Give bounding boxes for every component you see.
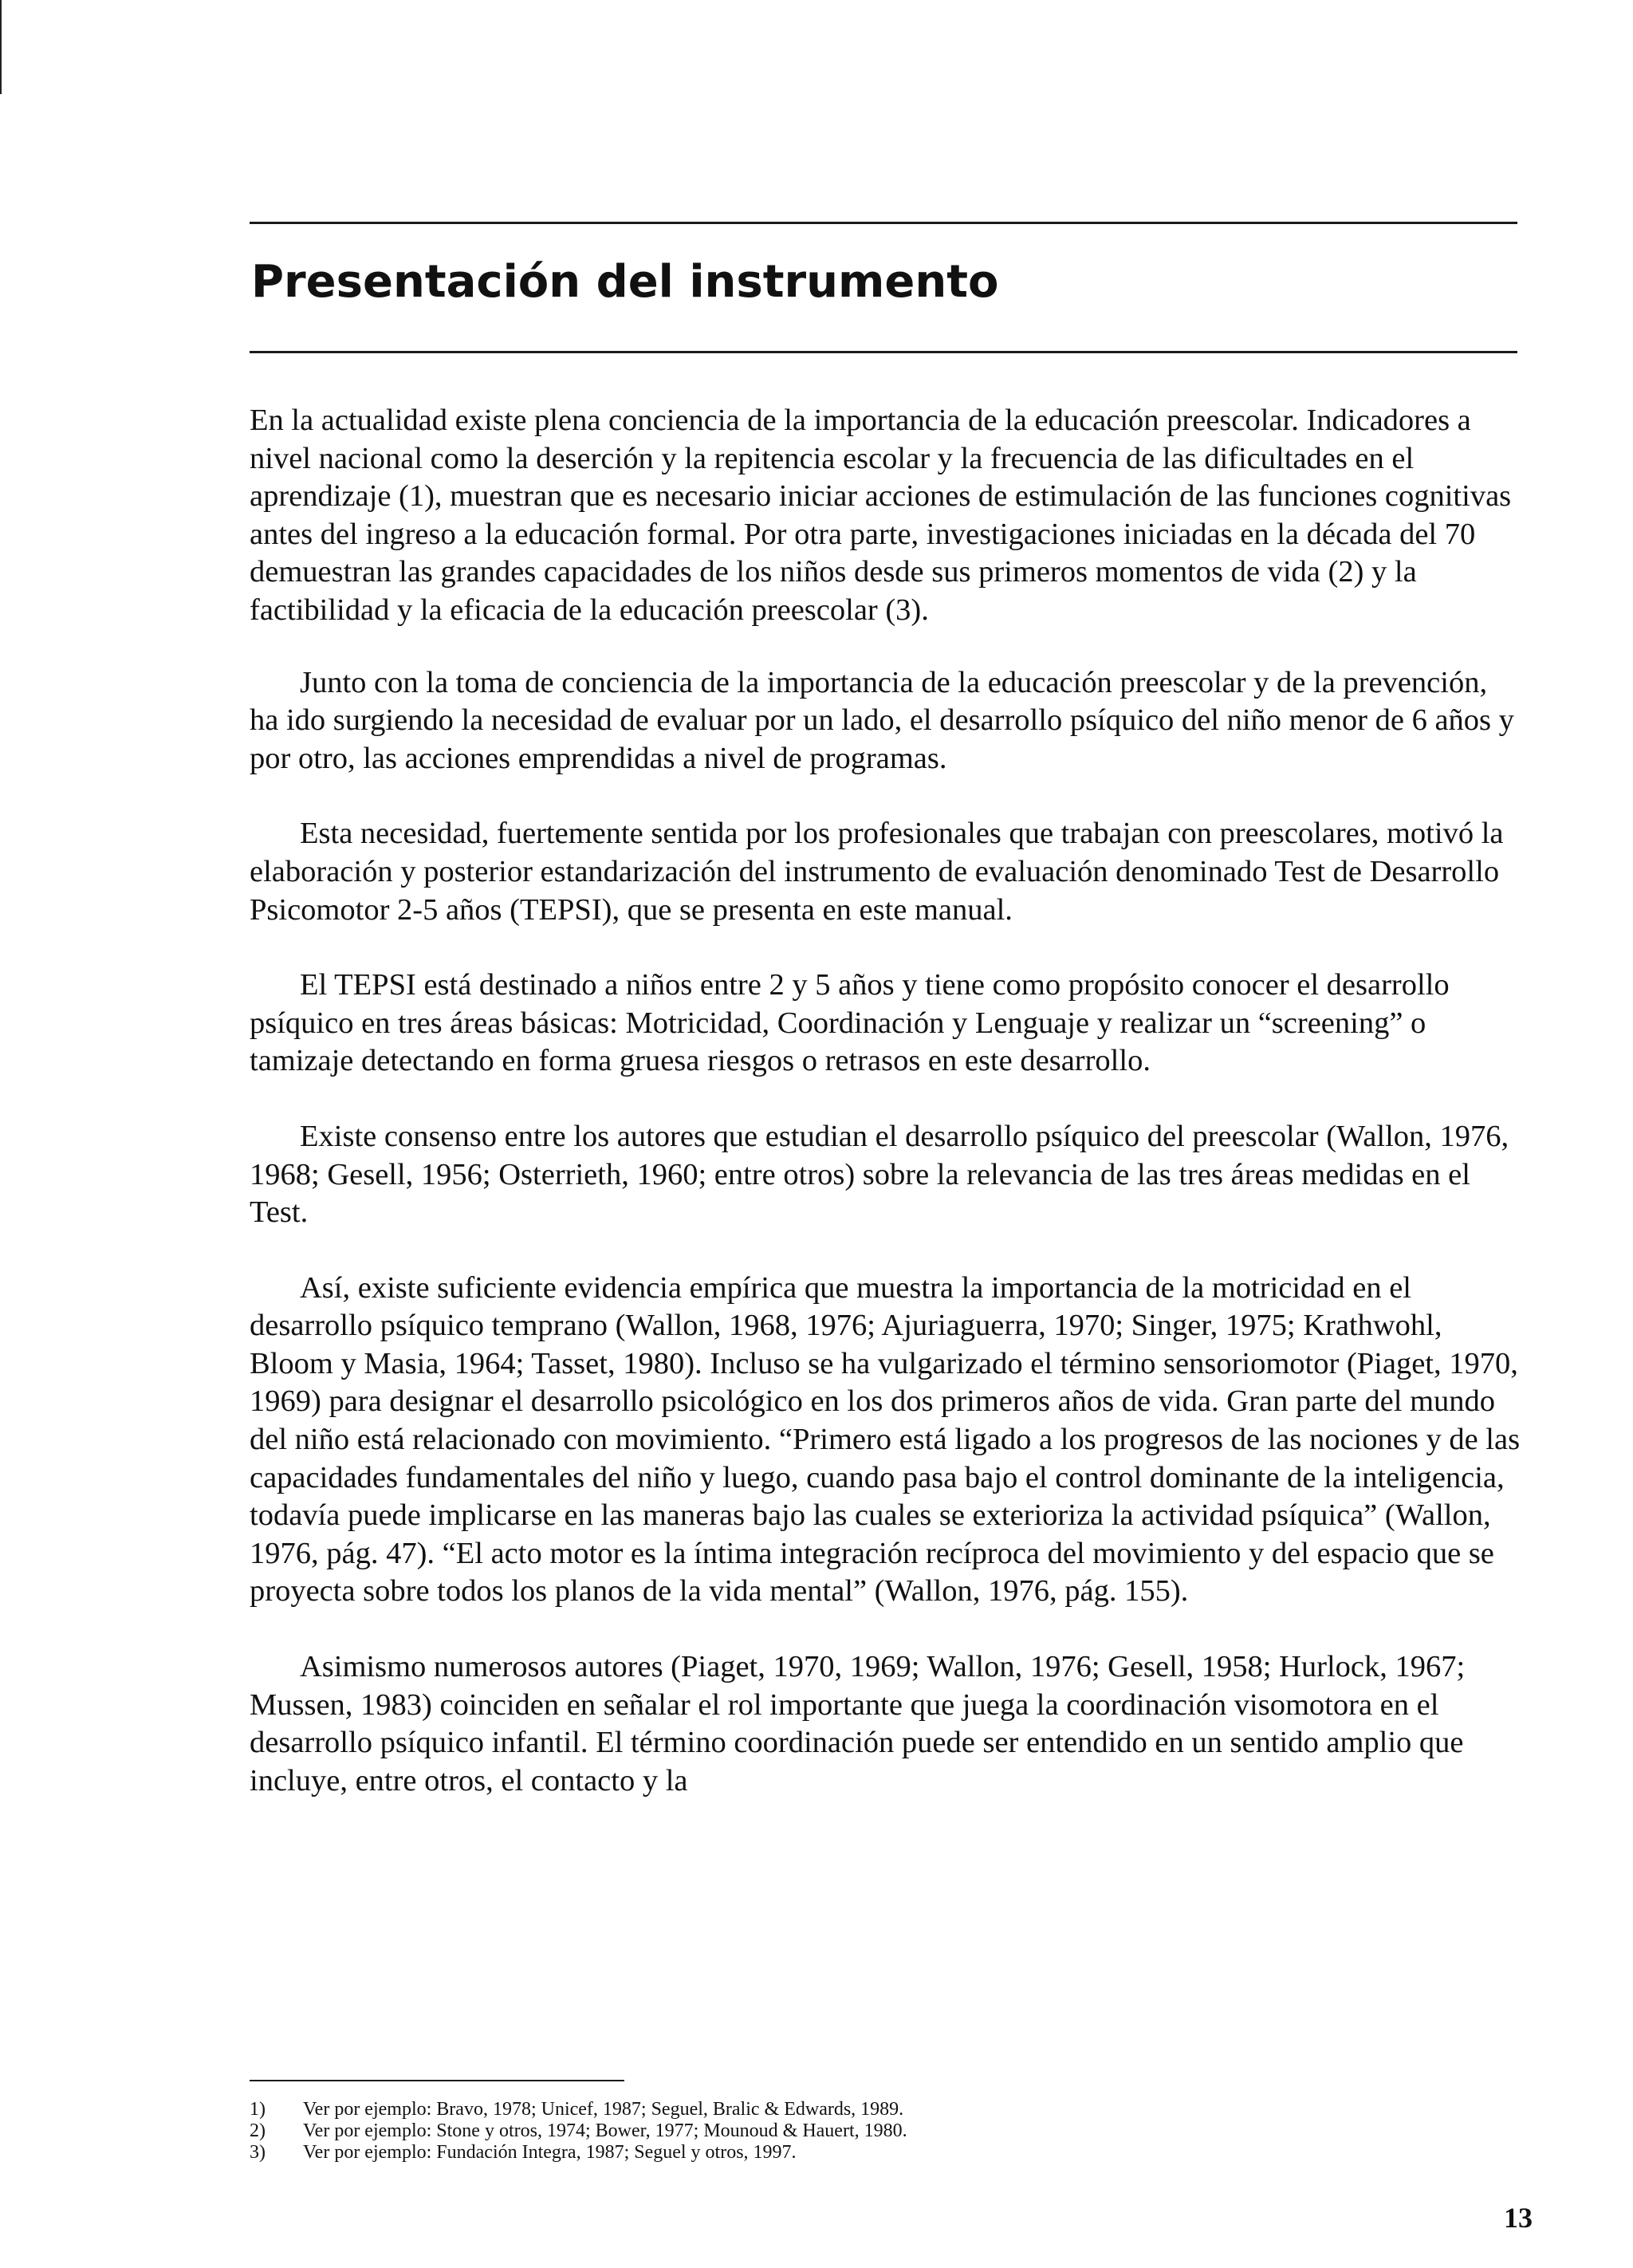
paragraph-6: Así, existe suficiente evidencia empírica que muestra la importancia de la motricidad en el desarrollo psíquico temprano (Wallon, 1968, 1976; Ajuriaguerra, 1970; Singer, 1975; Krathwohl, Bloom y Masia, 1964; Tasset, 1980). Incluso se ha vulgarizado el término sensoriomotor (Piaget, 1970, 1969) para designar el desarrollo psicológico en los dos primeros años de vida. Gran parte del mundo del niño está relacionado con movimiento. “Primero está ligado a los progresos de las nociones y de las capacidades fundamentales del niño y luego, cuando pasa bajo el control dominante de la inteligencia, todavía puede implicarse en las maneras bajo las cuales se exterioriza la actividad psíquica” (Wallon, 1976, pág. 47). “El acto motor es la íntima integración recíproca del movimiento y del espacio que se proyecta sobre todos los planos de la vida mental” (Wallon, 1976, pág. 155).: [250, 1270, 1521, 1608]
paragraph-1: En la actualidad existe plena conciencia de la importancia de la educación preescolar. Indicadores a nivel nacional como la deserción y la repitencia escolar y la frecuencia de las dificultades en el aprendizaje (1), muestran que es necesario iniciar acciones de estimulación de las funciones cognitivas antes del ingreso a la educación formal. Por otra parte, investigaciones iniciadas en la década del 70 demuestran las grandes capacidades de los niños desde sus primeros momentos de vida (2) y la factibilidad y la eficacia de la educación preescolar (3).: [250, 404, 1512, 627]
footnote-text: Ver por ejemplo: Bravo, 1978; Unicef, 1987; Seguel, Bralic & Edwards, 1989.: [303, 2099, 904, 2120]
paragraph-3: Esta necesidad, fuertemente sentida por los profesionales que trabajan con preescolares, motivó la elaboración y posterior estandarización del instrumento de evaluación denominado Test de Desarrollo Psicomotor 2-5 años (TEPSI), que se presenta en este manual.: [250, 817, 1504, 927]
footnote-item: [250, 2099, 1446, 2120]
page-number: 13: [1504, 2202, 1533, 2234]
footnotes: [250, 2099, 1446, 2164]
footnote-number: 3): [250, 2142, 266, 2163]
footnote-number: 1): [250, 2099, 266, 2120]
paragraph-5: Existe consenso entre los autores que estudian el desarrollo psíquico del preescolar (Wallon, 1976, 1968; Gesell, 1956; Osterrieth, 1960; entre otros) sobre la relevancia de las tres áreas medidas en el Test.: [250, 1119, 1509, 1230]
footnote-text: Ver por ejemplo: Fundación Integra, 1987; Seguel y otros, 1997.: [303, 2142, 797, 2163]
paragraph-4: El TEPSI está destinado a niños entre 2 y 5 años y tiene como propósito conocer el desarrollo psíquico en tres áreas básicas: Motricidad, Coordinación y Lenguaje y realizar un “screening” o tamizaje detectando en forma gruesa riesgos o retrasos en este desarrollo.: [250, 968, 1450, 1078]
footnote-text: Ver por ejemplo: Stone y otros, 1974; Bower, 1977; Mounoud & Hauert, 1980.: [303, 2120, 907, 2141]
page-title: Presentación del instrumento: [251, 256, 999, 308]
footnote-number: 2): [250, 2120, 266, 2141]
paragraph-7: Asimismo numerosos autores (Piaget, 1970, 1969; Wallon, 1976; Gesell, 1958; Hurlock, 1967; Mussen, 1983) coinciden en señalar el rol importante que juega la coordinación visomotora en el desarrollo psíquico infantil. El término coordinación puede ser entendido en un sentido amplio que incluye, entre otros, el contacto y la: [250, 1650, 1466, 1797]
footnote-separator: [250, 2080, 624, 2081]
paragraph-2: Junto con la toma de conciencia de la importancia de la educación preescolar y de la prevención, ha ido surgiendo la necesidad de evaluar por un lado, el desarrollo psíquico del niño menor de 6 años y por otro, las acciones emprendidas a nivel de programas.: [250, 665, 1514, 775]
title-rule-top: [250, 222, 1517, 224]
title-rule-bottom: [250, 351, 1517, 353]
footnote-item: [250, 2120, 1446, 2142]
body-text: [250, 402, 1521, 1837]
scan-edge-mark: [0, 0, 2, 94]
footnote-item: [250, 2142, 1446, 2164]
